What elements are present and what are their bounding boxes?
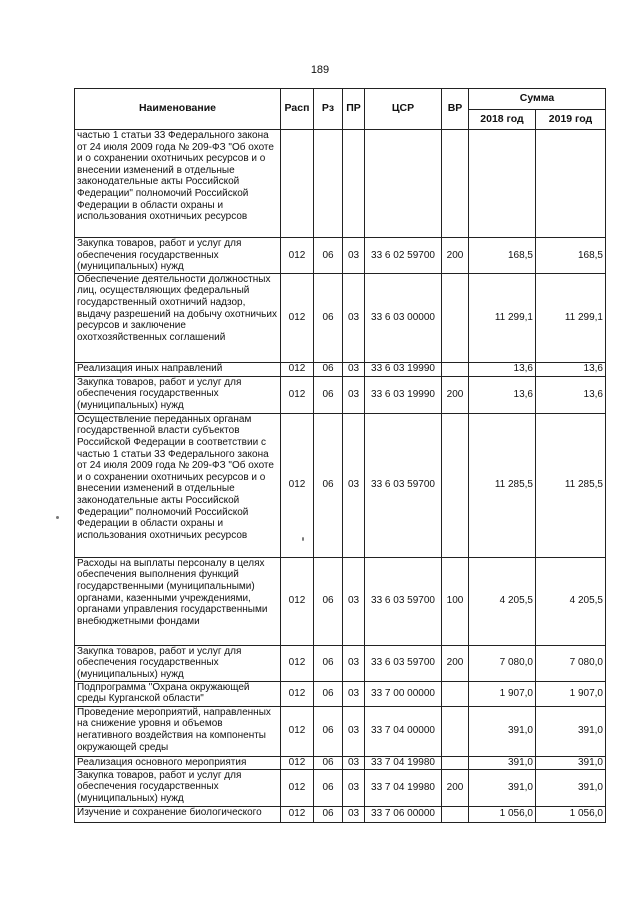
row-sum-2018: 4 205,5 [469,557,536,645]
scan-speck [56,516,59,519]
row-rz: 06 [314,806,343,822]
row-rz: 06 [314,273,343,362]
row-rz: 06 [314,557,343,645]
row-vr [442,413,469,557]
row-rz: 06 [314,362,343,376]
row-vr: 200 [442,769,469,806]
row-sum-2019: 391,0 [536,769,606,806]
row-name: Закупка товаров, работ и услуг для обеспечения государственных (муниципальных) нужд [75,238,281,274]
table-row [75,769,606,806]
row-pr: 03 [343,756,365,769]
row-vr [442,130,469,238]
row-sum-2018: 391,0 [469,756,536,769]
row-name: Закупка товаров, работ и услуг для обеспечения государственных (муниципальных) нужд [75,376,281,413]
row-vr [442,706,469,756]
header-year-2018: 2018 год [469,110,536,130]
row-vr: 200 [442,645,469,681]
row-vr [442,756,469,769]
row-pr: 03 [343,681,365,706]
row-csr: 33 7 04 00000 [365,706,442,756]
row-pr [343,130,365,238]
row-rasp: 012 [281,362,314,376]
row-csr: 33 6 03 59700 [365,557,442,645]
row-rasp: 012 [281,273,314,362]
row-name: Закупка товаров, работ и услуг для обеспечения государственных (муниципальных) нужд [75,769,281,806]
budget-table [74,88,606,823]
table-row [75,238,606,274]
table-row [75,362,606,376]
row-name: Реализация иных направлений [75,362,281,376]
row-rasp: 012 [281,645,314,681]
row-sum-2019: 4 205,5 [536,557,606,645]
row-vr [442,806,469,822]
row-rasp: 012 [281,376,314,413]
row-rz: 06 [314,681,343,706]
table-row [75,376,606,413]
table-row [75,706,606,756]
table-row [75,645,606,681]
row-rasp [281,130,314,238]
header-name: Наименование [75,89,281,130]
row-sum-2019: 7 080,0 [536,645,606,681]
row-sum-2019: 391,0 [536,756,606,769]
table-row [75,806,606,822]
row-sum-2018: 11 299,1 [469,273,536,362]
row-name: Обеспечение деятельности должностных лиц, осуществляющих федеральный государственный охотничий надзор, выдачу разрешений на добычу охотничьих ресурсов и заключение охотхозяйственных соглашений [75,273,281,362]
row-rasp: 012 [281,681,314,706]
row-pr: 03 [343,362,365,376]
row-rz: 06 [314,238,343,274]
row-pr: 03 [343,413,365,557]
row-rasp: 012 [281,238,314,274]
row-sum-2019: 391,0 [536,706,606,756]
header-sum: Сумма [469,89,606,110]
header-vr: ВР [442,89,469,130]
row-csr: 33 7 00 00000 [365,681,442,706]
row-csr: 33 6 03 19990 [365,362,442,376]
row-rz: 06 [314,413,343,557]
row-sum-2018: 13,6 [469,362,536,376]
row-csr: 33 7 06 00000 [365,806,442,822]
row-sum-2018: 391,0 [469,769,536,806]
row-rasp: 012 [281,806,314,822]
row-rz: 06 [314,769,343,806]
table-row [75,413,606,557]
row-pr: 03 [343,557,365,645]
header-year-2019: 2019 год [536,110,606,130]
row-pr: 03 [343,376,365,413]
row-name: Осуществление переданных органам государственной власти субъектов Российской Федерации в соответствии с частью 1 статьи 33 Федерального закона от 24 июля 2009 года № 209-ФЗ "Об охоте и о сохранении охотничьих ресурсов и о внесении изменений в отдельные законодательные акты Российской Федерации" полномочий Российской Федерации в области охраны и использования охотничьих ресурсов [75,413,281,557]
row-sum-2018: 7 080,0 [469,645,536,681]
scan-speck [302,537,304,541]
row-sum-2018 [469,130,536,238]
row-pr: 03 [343,238,365,274]
row-vr [442,681,469,706]
row-vr: 100 [442,557,469,645]
table-row [75,273,606,362]
row-csr: 33 6 03 00000 [365,273,442,362]
row-vr: 200 [442,376,469,413]
row-csr: 33 7 04 19980 [365,769,442,806]
row-vr: 200 [442,238,469,274]
row-vr [442,273,469,362]
row-sum-2019: 11 285,5 [536,413,606,557]
row-rz: 06 [314,645,343,681]
table-row [75,756,606,769]
row-pr: 03 [343,273,365,362]
row-rz: 06 [314,756,343,769]
row-sum-2019 [536,130,606,238]
page-number: 189 [310,64,330,76]
row-sum-2018: 11 285,5 [469,413,536,557]
row-name: Проведение мероприятий, направленных на снижение уровня и объемов негативного воздействия на компоненты окружающей среды [75,706,281,756]
row-sum-2018: 13,6 [469,376,536,413]
row-name: Подпрограмма "Охрана окружающей среды Курганской области" [75,681,281,706]
header-pr: ПР [343,89,365,130]
table-row [75,681,606,706]
row-name: Закупка товаров, работ и услуг для обеспечения государственных (муниципальных) нужд [75,645,281,681]
row-csr: 33 6 03 59700 [365,413,442,557]
row-name: Реализация основного мероприятия [75,756,281,769]
row-rz: 06 [314,706,343,756]
header-rasp: Расп [281,89,314,130]
row-sum-2019: 13,6 [536,362,606,376]
row-csr: 33 6 02 59700 [365,238,442,274]
row-pr: 03 [343,769,365,806]
row-csr: 33 6 03 19990 [365,376,442,413]
row-sum-2018: 168,5 [469,238,536,274]
row-sum-2019: 1 907,0 [536,681,606,706]
row-pr: 03 [343,706,365,756]
row-name: Расходы на выплаты персоналу в целях обеспечения выполнения функций государственными (муниципальными) органами, казенными учреждениями, органами управления государственными внебюджетными фондами [75,557,281,645]
row-sum-2019: 1 056,0 [536,806,606,822]
row-name: частью 1 статьи 33 Федерального закона от 24 июля 2009 года № 209-ФЗ "Об охоте и о сохранении охотничьих ресурсов и о внесении изменений в отдельные законодательные акты Российской Федерации" полномочий Российской Федерации в области охраны и использования охотничьих ресурсов [75,130,281,238]
row-rasp: 012 [281,557,314,645]
row-pr: 03 [343,645,365,681]
row-sum-2018: 1 056,0 [469,806,536,822]
row-rz: 06 [314,376,343,413]
table-row [75,130,606,238]
row-csr [365,130,442,238]
row-name: Изучение и сохранение биологического [75,806,281,822]
row-sum-2019: 13,6 [536,376,606,413]
header-csr: ЦСР [365,89,442,130]
row-csr: 33 7 04 19980 [365,756,442,769]
row-rz [314,130,343,238]
row-csr: 33 6 03 59700 [365,645,442,681]
header-rz: Рз [314,89,343,130]
row-sum-2019: 168,5 [536,238,606,274]
row-sum-2018: 391,0 [469,706,536,756]
row-pr: 03 [343,806,365,822]
row-rasp: 012 [281,756,314,769]
table-body [75,130,606,823]
row-rasp: 012 [281,413,314,557]
row-rasp: 012 [281,706,314,756]
row-rasp: 012 [281,769,314,806]
table-row [75,557,606,645]
row-sum-2018: 1 907,0 [469,681,536,706]
row-sum-2019: 11 299,1 [536,273,606,362]
row-vr [442,362,469,376]
